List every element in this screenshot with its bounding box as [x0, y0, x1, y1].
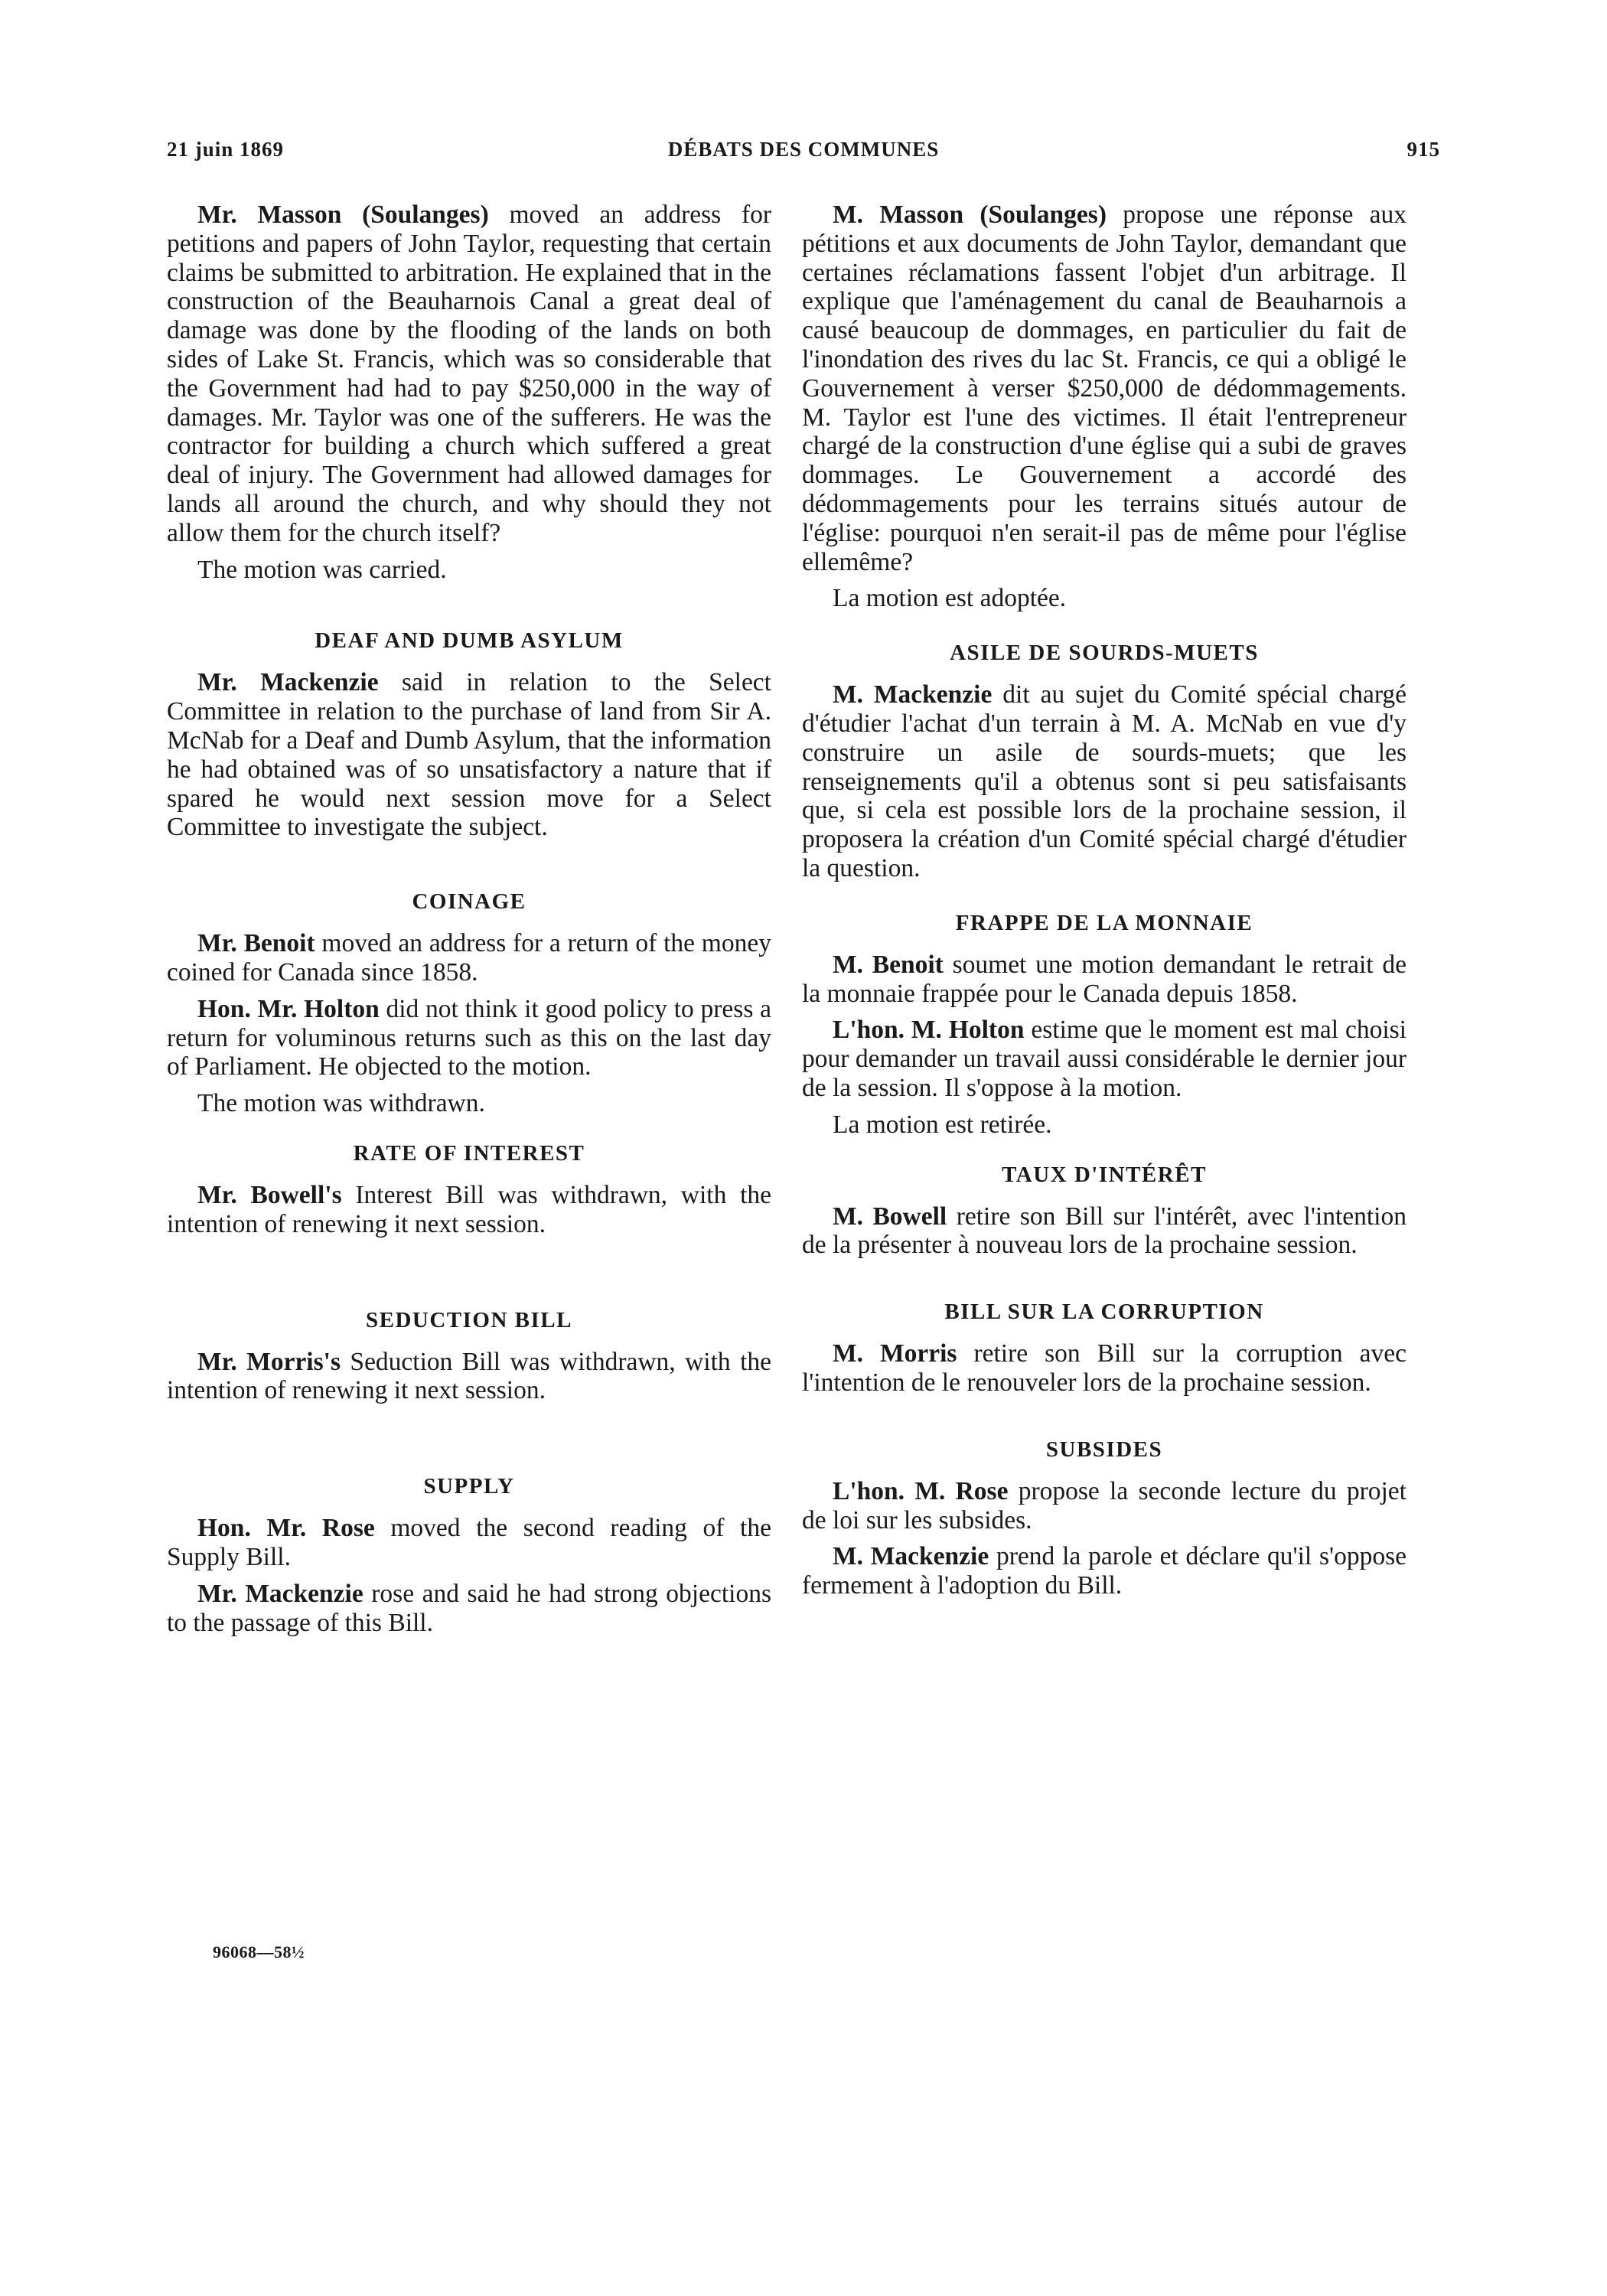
section-heading: RATE OF INTEREST — [353, 1140, 585, 1166]
paragraph — [167, 995, 771, 1081]
paragraph-text: Seduction Bill was withdrawn, with the intention of renewing it next session. — [167, 1347, 772, 1405]
printer-code: 96068—58½ — [213, 1942, 305, 1962]
section-heading: BILL SUR LA CORRUPTION — [944, 1300, 1264, 1325]
paragraph — [802, 680, 1407, 883]
section-heading: SUBSIDES — [1045, 1437, 1163, 1462]
speaker-name: Mr. Masson (Soulanges) — [197, 201, 489, 229]
speaker-name: L'hon. M. Rose — [833, 1476, 1009, 1505]
paragraph — [802, 1016, 1407, 1102]
paragraph-text: prend la parole et déclare qu'il s'oppose fermement à l'adoption du Bill. — [802, 1542, 1407, 1600]
paragraph-text: retire son Bill sur l'intérêt, avec l'intention de la présenter à nouveau lors de la prochaine session. — [802, 1202, 1407, 1260]
section-heading: ASILE DE SOURDS-MUETS — [950, 641, 1259, 666]
speaker-name: M. Bowell — [833, 1202, 947, 1231]
speaker-name: Hon. Mr. Rose — [197, 1514, 375, 1543]
paragraph-text: dit au sujet du Comité spécial chargé d'étudier l'achat d'un terrain à M. A. McNab en vue d'y construire un asile de sourds-muets; que les renseignements qu'il a obtenus sont si peu satisfaisants que, si cela est possible lors de la prochaine session, il proposera la création d'un Comité spécial chargé d'étudier la question. — [802, 680, 1407, 882]
paragraph — [802, 201, 1407, 576]
speaker-name: L'hon. M. Holton — [833, 1016, 1025, 1045]
speaker-name: M. Masson (Soulanges) — [833, 201, 1107, 229]
paragraph-text: said in relation to the Select Committee in relation to the purchase of land from Sir A. McNab for a Deaf and Dumb Asylum, that the information he had obtained was of so unsatisfactory a nature that if spared he would next session move for a Select Committee to investigate the subject. — [167, 668, 771, 842]
paragraph-text: propose la seconde lecture du projet de loi sur les subsides. — [802, 1476, 1407, 1534]
paragraph: La motion est retirée. — [833, 1110, 1052, 1139]
section-heading: DEAF AND DUMB ASYLUM — [315, 628, 624, 654]
paragraph: The motion was withdrawn. — [197, 1089, 485, 1118]
header-title: DÉBATS DES COMMUNES — [667, 138, 940, 161]
paragraph-text: soumet une motion demandant le retrait de la monnaie frappée pour le Canada depuis 1858. — [802, 950, 1407, 1008]
paragraph-text: retire son Bill sur la corruption avec l'intention de le renouveler lors de la prochaine session. — [802, 1339, 1407, 1397]
english-column — [167, 201, 771, 1645]
paragraph — [167, 668, 771, 842]
french-column — [802, 201, 1407, 1608]
paragraph — [802, 1542, 1407, 1600]
paragraph-text: Interest Bill was withdrawn, with the intention of renewing it next session. — [167, 1180, 771, 1238]
speaker-name: Mr. Mackenzie — [197, 1579, 363, 1608]
paragraph-text: rose and said he had strong objections to the passage of this Bill. — [167, 1579, 772, 1637]
section-heading: COINAGE — [412, 889, 526, 915]
speaker-name: M. Mackenzie — [833, 1542, 989, 1571]
speaker-name: Mr. Benoit — [197, 929, 315, 958]
paragraph — [167, 1181, 771, 1239]
speaker-name: M. Benoit — [833, 950, 944, 979]
section-heading: SUPPLY — [423, 1474, 515, 1499]
section-heading: TAUX D'INTÉRÊT — [1002, 1162, 1207, 1187]
speaker-name: Mr. Bowell's — [197, 1180, 342, 1209]
paragraph-text: estime que le moment est mal choisi pour demander un travail aussi considérable le dernier jour de la session. Il s'oppose à la motion. — [802, 1016, 1407, 1102]
paragraph — [167, 929, 771, 987]
paragraph — [802, 951, 1407, 1009]
paragraph — [167, 1580, 771, 1638]
paragraph — [802, 1339, 1407, 1397]
section-heading: SEDUCTION BILL — [366, 1307, 572, 1332]
section-heading: FRAPPE DE LA MONNAIE — [955, 910, 1253, 935]
speaker-name: Mr. Morris's — [197, 1347, 341, 1376]
paragraph: The motion was carried. — [197, 555, 447, 584]
paragraph — [802, 1477, 1407, 1535]
paragraph — [167, 1514, 771, 1572]
page-number: 915 — [1407, 138, 1440, 161]
paragraph — [167, 1348, 771, 1406]
header-date: 21 juin 1869 — [167, 138, 285, 161]
speaker-name: Hon. Mr. Holton — [197, 994, 380, 1023]
speaker-name: Mr. Mackenzie — [197, 668, 379, 697]
paragraph — [802, 1202, 1407, 1261]
paragraph — [167, 201, 771, 548]
paragraph: La motion est adoptée. — [833, 584, 1067, 613]
paragraph-text: moved an address for a return of the money coined for Canada since 1858. — [167, 929, 771, 987]
speaker-name: M. Morris — [833, 1339, 957, 1368]
paragraph-text: propose une réponse aux pétitions et aux documents de John Taylor, demandant que certaines réclamations fassent l'objet d'un arbitrage. Il explique que l'aménagement du canal de Beauharnois a causé beaucoup de dommages, en particulier du fait de l'inondation des rives du lac St. Francis, ce qui a obligé le Gouvernement à verser $250,000 de dédommagements. M. Taylor est l'une des victimes. Il était l'entrepreneur chargé de la construction d'une église qui a subi de graves dommages. Le Gouvernement a accordé des dédommagements pour les terrains situés autour de l'église: pourquoi n'en serait-il pas de même pour l'église ellemême? — [802, 201, 1407, 576]
paragraph-text: moved the second reading of the Supply Bill. — [167, 1514, 771, 1571]
speaker-name: M. Mackenzie — [833, 680, 993, 709]
paragraph-text: moved an address for petitions and papers of John Taylor, requesting that certain claims be submitted to arbitration. He explained that in the construction of the Beauharnois Canal a great deal of damage was done by the flooding of the lands on both sides of Lake St. Francis, which was so considerable that the Government had had to pay $250,000 in the way of damages. Mr. Taylor was one of the sufferers. He was the contractor for building a church which suffered a great deal of injury. The Government had allowed damages for lands all around the church, and why should they not allow them for the church itself? — [167, 201, 772, 547]
paragraph-text: did not think it good policy to press a return for voluminous returns such as this on the last day of Parliament. He objected to the motion. — [167, 994, 771, 1081]
